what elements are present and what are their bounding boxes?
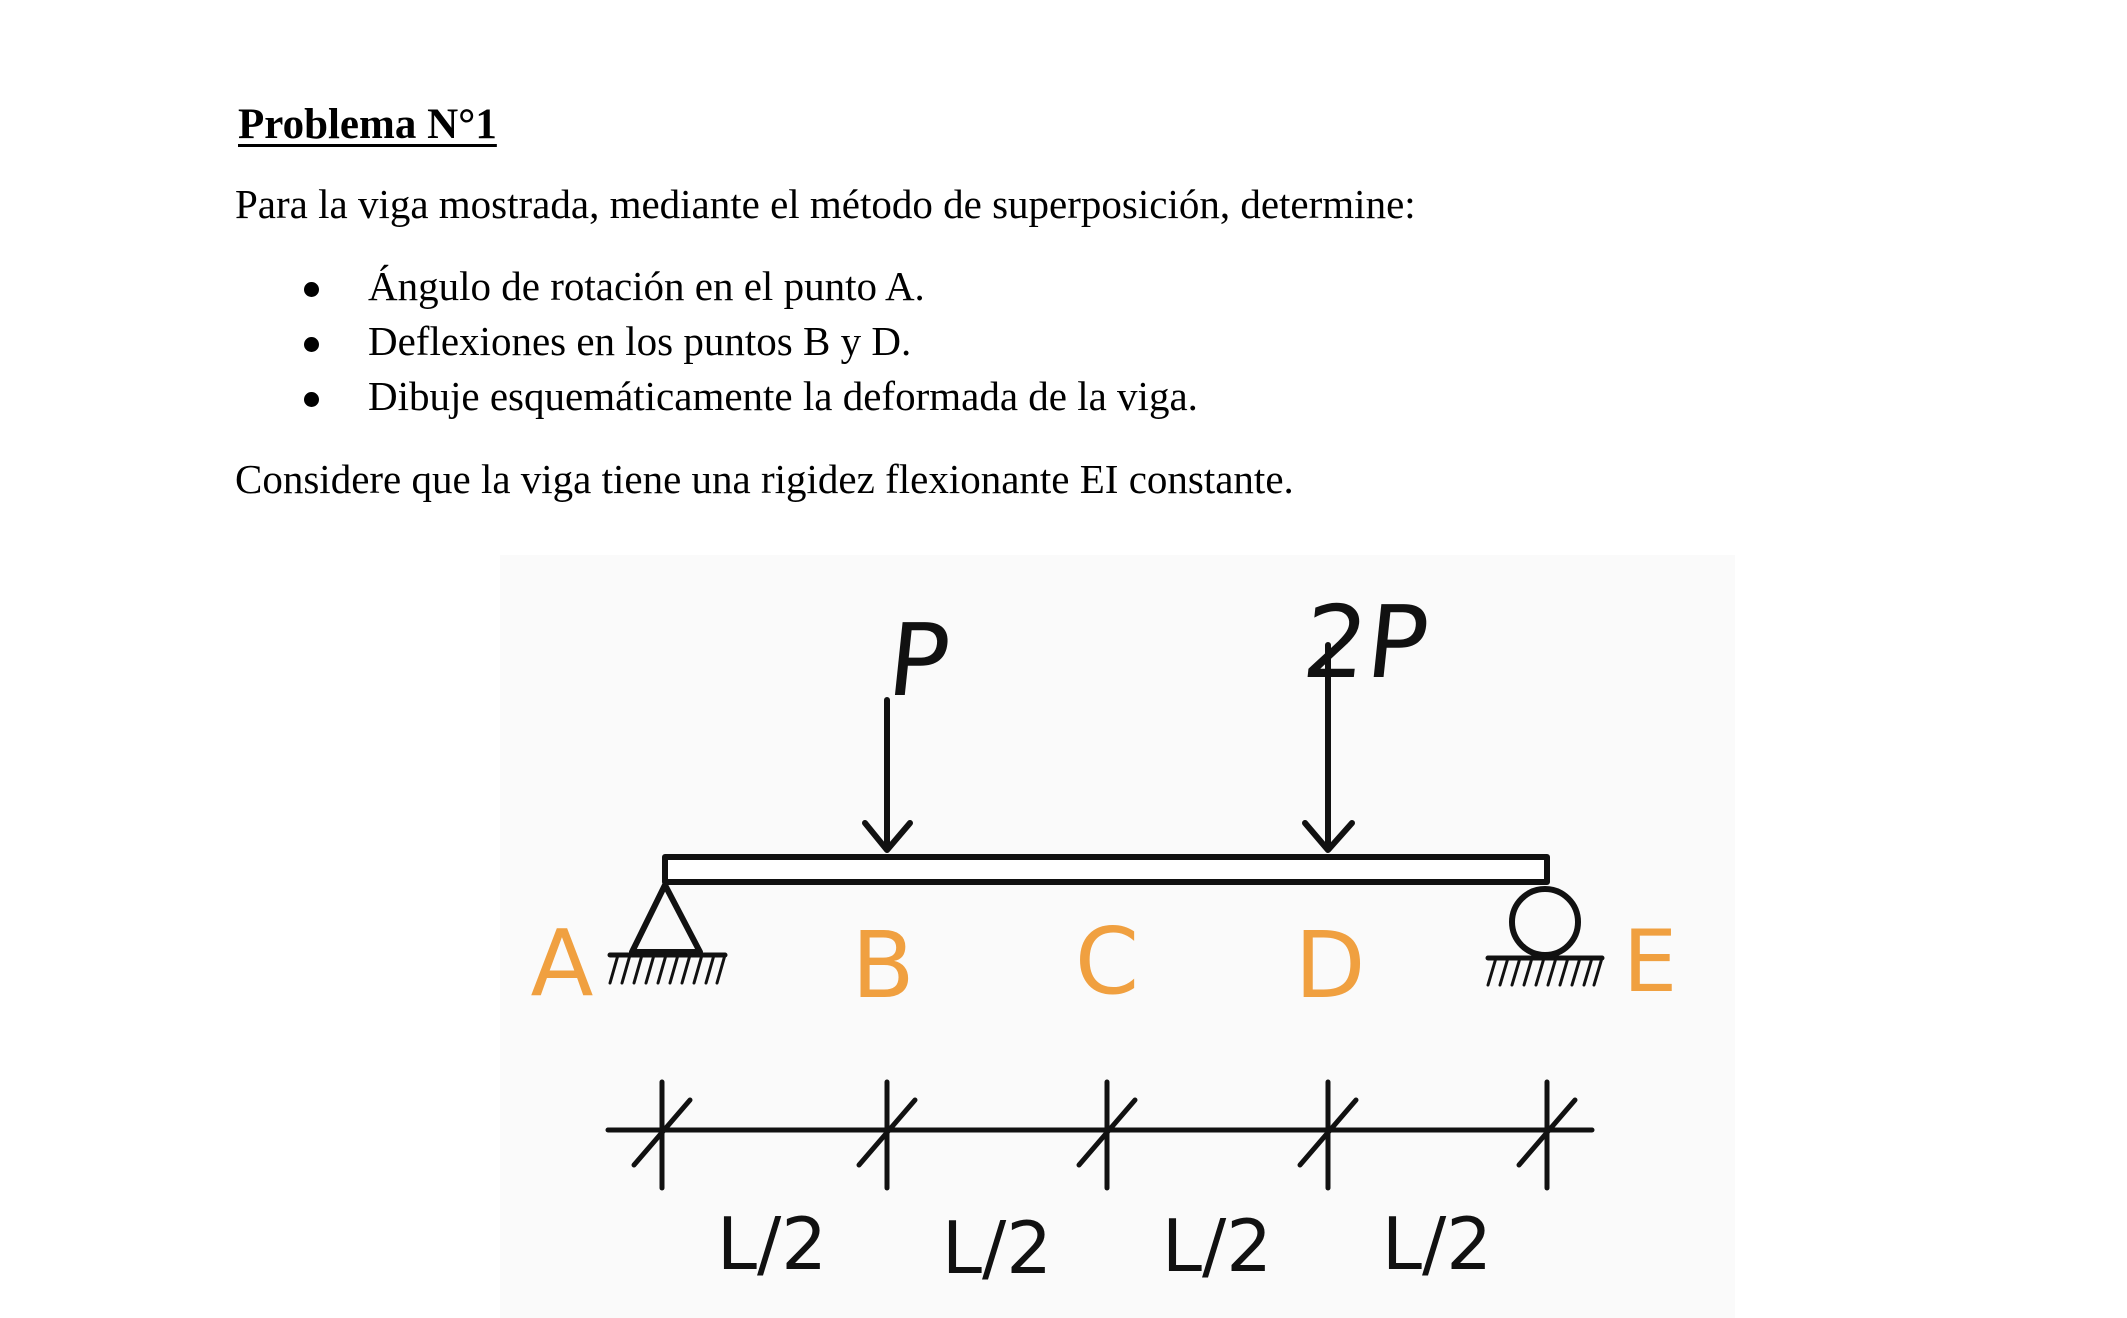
dimension-tick-icon — [1079, 1082, 1135, 1188]
dimension-tick-icon — [1300, 1082, 1356, 1188]
task-text: Dibuje esquemáticamente la deformada de la viga. — [368, 373, 1198, 419]
task-text: Ángulo de rotación en el punto A. — [368, 263, 925, 309]
point-label-c: C — [1074, 908, 1140, 1015]
point-label-a: A — [530, 910, 594, 1017]
span-label: L/2 — [941, 1206, 1053, 1290]
point-label-b: B — [851, 912, 915, 1019]
bullet-icon — [304, 392, 319, 407]
bullet-icon — [304, 282, 319, 297]
stiffness-note: Considere que la viga tiene una rigidez flexionante EI constante. — [235, 456, 1294, 502]
load-label: P — [882, 602, 956, 719]
point-label-e: E — [1622, 912, 1678, 1012]
beam-diagram — [500, 555, 1735, 1318]
load-label: 2P — [1297, 584, 1434, 701]
beam-figure — [500, 555, 1735, 1318]
dimension-tick-icon — [1519, 1082, 1575, 1188]
bullet-icon — [304, 337, 319, 352]
span-label: L/2 — [1381, 1202, 1493, 1286]
pin-support-icon — [610, 885, 725, 983]
roller-support-icon — [1488, 889, 1602, 985]
dimension-tick-icon — [634, 1082, 690, 1188]
span-label: L/2 — [1161, 1204, 1273, 1288]
load-arrow-icon — [865, 700, 910, 850]
dimension-tick-icon — [859, 1082, 915, 1188]
point-label-d: D — [1294, 912, 1366, 1019]
task-text: Deflexiones en los puntos B y D. — [368, 318, 912, 364]
problem-intro: Para la viga mostrada, mediante el método de superposición, determine: — [235, 181, 1416, 227]
span-label: L/2 — [716, 1202, 828, 1286]
beam — [665, 857, 1547, 882]
problem-title: Problema N°1 — [238, 101, 497, 148]
